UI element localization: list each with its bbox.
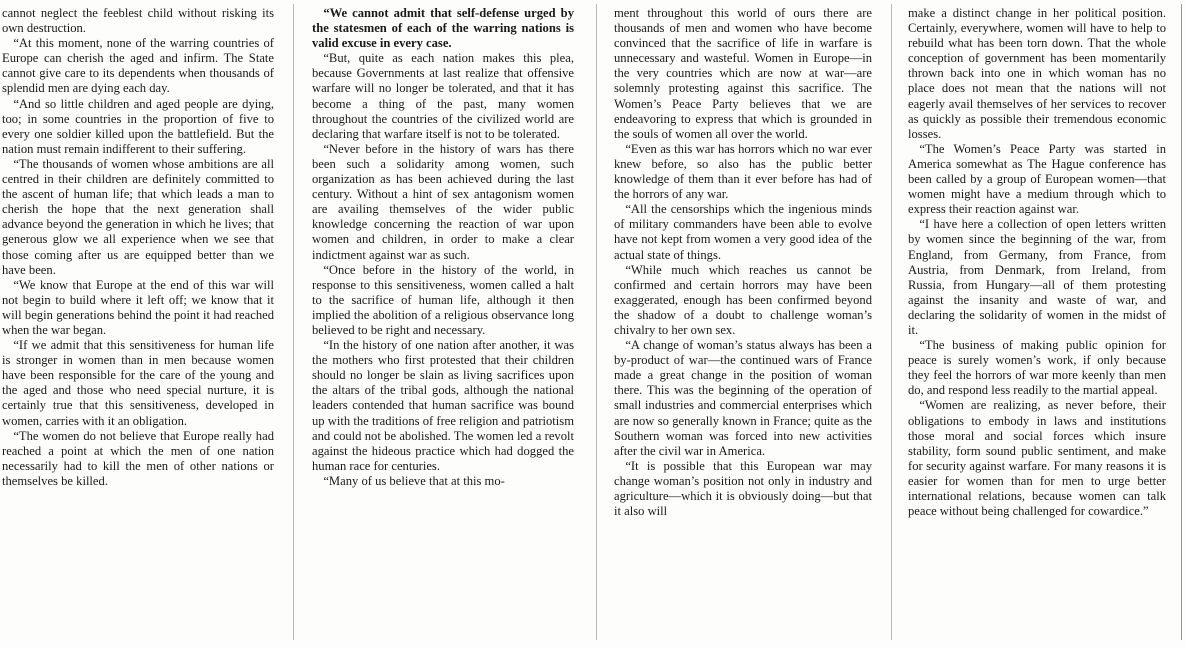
- page-edge: [1181, 4, 1182, 640]
- text-column-3: [614, 6, 872, 519]
- paragraph: “Many of us believe that at this mo-: [323, 473, 505, 488]
- column-divider: [596, 4, 597, 640]
- paragraph: make a distinct change in her political position. Certainly, everywhere, women will have to help to rebuild what has been torn down. That the whole conception of government has been momentarily thrown back into one in which woman has no place does not mean that the nations will not eagerly avail themselves of her services to recover as quickly as possible their tremendous economic losses.: [908, 6, 1166, 141]
- column-divider: [891, 4, 892, 640]
- column-divider: [293, 4, 294, 640]
- text-column-2: [312, 6, 574, 489]
- paragraph: “The Women’s Peace Party was started in America somewhat as The Hague conference has been called by a group of European women—that women might have a medium through which to express their reaction against war.: [908, 141, 1166, 217]
- paragraph: “In the history of one nation after another, it was the mothers who first protested that their children should no longer be slain as living sacrifices upon the altars of the tribal gods, although the national leaders contended that human sacrifice was bound up with the traditions of free religion and patriotism and could not be abolished. The women led a revolt against the hideous practice which had dogged the human race for centuries.: [312, 338, 574, 473]
- paragraph: “The thousands of women whose ambitions are all centred in their children are definitely committed to the ascent of human life; that which leads a man to cherish the hope that the next generation shall advance beyond the generation in which he lives; that generous glow we all experience when we see that those coming after us are equipped better than we have been.: [2, 156, 274, 277]
- paragraph: “The women do not believe that Europe really had reached a point at which the men of one nation necessarily had to kill the men of other nations or themselves be killed.: [2, 428, 274, 488]
- paragraph: “And so little children and aged people are dying, too; in some countries in the proportion of five to every one soldier killed upon the battlefield. But the nation must remain indifferent to their suffering.: [2, 96, 274, 156]
- paragraph: “But, quite as each nation makes this plea, because Governments at last realize that offensive warfare will no longer be tolerated, and that it has become a thing of the past, many women throughout the countries of the civilized world are declaring that warfare itself is not to be tolerated.: [312, 51, 574, 141]
- paragraph: “If we admit that this sensitiveness for human life is stronger in women than in men because women have been responsible for the care of the young and the aged and those who need special nurture, it is certainly true that this sensitiveness, developed in women, carries with it an obligation.: [2, 338, 274, 428]
- paragraph: “I have here a collection of open letters written by women since the beginning of the war, from England, from Germany, from France, from Austria, from Denmark, from Ireland, from Russia, from Hungary—all of them protesting against the insanity and waste of war, and declaring the solidarity of women in the midst of it.: [908, 217, 1166, 337]
- paragraph: “Once before in the history of the world, in response to this sensitiveness, women called a halt to the sacrifice of human life, although it then implied the abolition of a religious observance long believed to be right and necessary.: [312, 262, 574, 337]
- paragraph: cannot neglect the feeblest child without risking its own destruction.: [2, 6, 274, 36]
- paragraph: “Even as this war has horrors which no war ever knew before, so also has the public better knowledge of them than it ever before has had of the horrors of any war.: [614, 141, 872, 202]
- paragraph: “All the censorships which the ingenious minds of military commanders have been able to evolve have not kept from women a very good idea of the actual state of things.: [614, 202, 872, 262]
- paragraph: “We cannot admit that self-defense urged by the statesmen of each of the warring nations is valid excuse in every case.: [312, 6, 574, 51]
- text-column-1: [2, 6, 274, 489]
- text-column-4: [908, 6, 1166, 519]
- paragraph: “The business of making public opinion for peace is surely women’s work, if only because they feel the horrors of war more keenly than men do, and respond less readily to the martial appeal.: [908, 338, 1166, 398]
- paragraph: “A change of woman’s status always has been a by-product of war—the continued wars of France made a great change in the position of woman there. This was the beginning of the operation of small industries and commercial enterprises which are now so generally known in France; quite as the Southern woman was forced into new activities after the civil war in America.: [614, 338, 872, 458]
- paragraph: “Never before in the history of wars has there been such a solidarity among women, such organization as has been achieved during the last century. Without a hint of sex antagonism women are availing themselves of the wider public knowledge concerning the reaction of war upon women and children, in order to make a clear indictment against war as such.: [312, 141, 574, 262]
- paragraph: ment throughout this world of ours there are thousands of men and women who have become convinced that the sacrifice of life in warfare is unnecessary and wasteful. Women in Europe—in the very countries which are now at war—are solemnly protesting against this sacrifice. The Women’s Peace Party believes that we are endeavoring to express that which is grounded in the souls of women all over the world.: [614, 6, 872, 141]
- paragraph: “It is possible that this European war may change woman’s position not only in industry and agriculture—which it is obviously doing—but that it also will: [614, 458, 872, 519]
- paragraph: “We know that Europe at the end of this war will not begin to build where it left off; we know that it will begin generations behind the point it had reached when the war began.: [2, 277, 274, 337]
- paragraph: “Women are realizing, as never before, their obligations to embody in laws and institutions those moral and social forces which insure stability, form sound public sentiment, and make for security against warfare. For many reasons it is easier for women than for men to urge better international relations, because women can talk peace without being challenged for cowardice.”: [908, 398, 1166, 519]
- paragraph: “While much which reaches us cannot be confirmed and certain horrors may have been exaggerated, enough has been confirmed beyond the shadow of a doubt to challenge woman’s chivalry to her own sex.: [614, 262, 872, 337]
- paragraph: “At this moment, none of the warring countries of Europe can cherish the aged and infirm. The State cannot give care to its dependents when thousands of splendid men are dying each day.: [2, 36, 274, 96]
